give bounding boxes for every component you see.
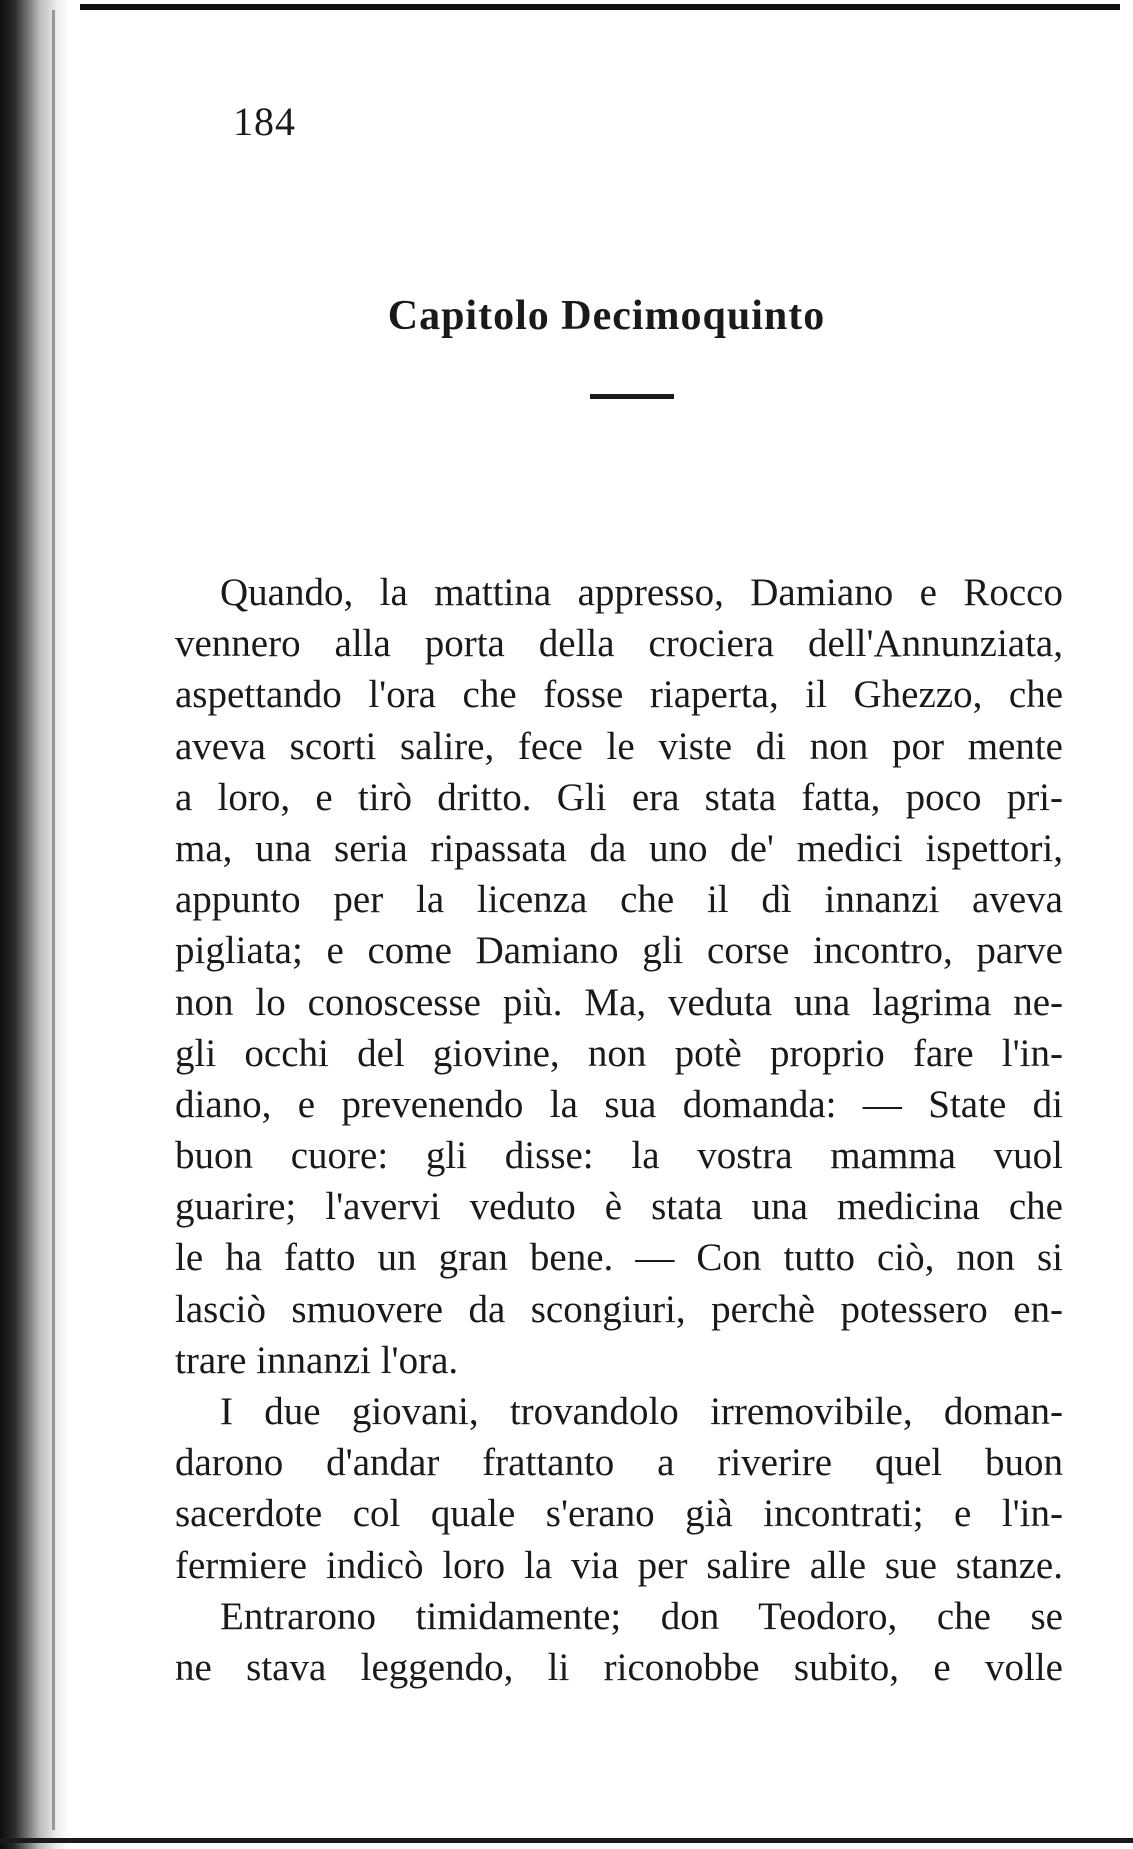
text-line: a loro, e tirò dritto. Gli era stata fatta, poco pri-: [175, 775, 1063, 819]
text-line: aspettando l'ora che fosse riaperta, il Ghezzo, che: [175, 673, 1063, 717]
text-line: fermiere indicò loro la via per salire alle sue stanze.: [175, 1543, 1063, 1587]
text-line: lasciò smuovere da scongiuri, perchè potessero en-: [175, 1287, 1063, 1331]
text-line: appunto per la licenza che il dì innanzi aveva: [175, 878, 1063, 922]
text-line: buon cuore: gli disse: la vostra mamma vuol: [175, 1134, 1063, 1178]
title-rule: [590, 394, 674, 399]
text-line: I due giovani, trovandolo irremovibile, doman-: [220, 1390, 1063, 1433]
text-line: trare innanzi l'ora.: [175, 1338, 459, 1382]
page-number: 184: [233, 99, 296, 144]
text-line: aveva scorti salire, fece le viste di non por mente: [175, 724, 1063, 768]
text-line: vennero alla porta della crociera dell'Annunziata,: [175, 622, 1063, 666]
text-line: Entrarono timidamente; don Teodoro, che se: [220, 1594, 1063, 1638]
text-line: ma, una seria ripassata da uno de' medici ispettori,: [175, 826, 1063, 870]
text-line: non lo conoscesse più. Ma, veduta una lagrima ne-: [175, 980, 1063, 1024]
chapter-title: [0, 292, 1133, 340]
chapter-title-text: Capitolo Decimoquinto: [387, 293, 826, 339]
text-line: diano, e prevenendo la sua domanda: — State di: [175, 1082, 1063, 1126]
text-line: darono d'andar frattanto a riverire quel buon: [175, 1441, 1063, 1485]
text-line: gli occhi del giovine, non potè proprio fare l'in-: [175, 1031, 1063, 1075]
binding-line: [52, 10, 55, 1830]
text-line: guarire; l'avervi veduto è stata una medicina che: [175, 1185, 1063, 1229]
binding-edge: [0, 0, 70, 1849]
body-text: [175, 567, 1063, 1693]
text-line: le ha fatto un gran bene. — Con tutto ciò, non si: [175, 1236, 1063, 1280]
bottom-rule: [0, 1838, 1133, 1843]
top-rule: [80, 4, 1120, 10]
text-line: sacerdote col quale s'erano già incontrati; e l'in-: [175, 1492, 1063, 1536]
text-line: pigliata; e come Damiano gli corse incontro, parve: [175, 929, 1063, 973]
text-line: Quando, la mattina appresso, Damiano e Rocco: [220, 571, 1063, 614]
text-line: ne stava leggendo, li riconobbe subito, e volle: [175, 1645, 1063, 1689]
